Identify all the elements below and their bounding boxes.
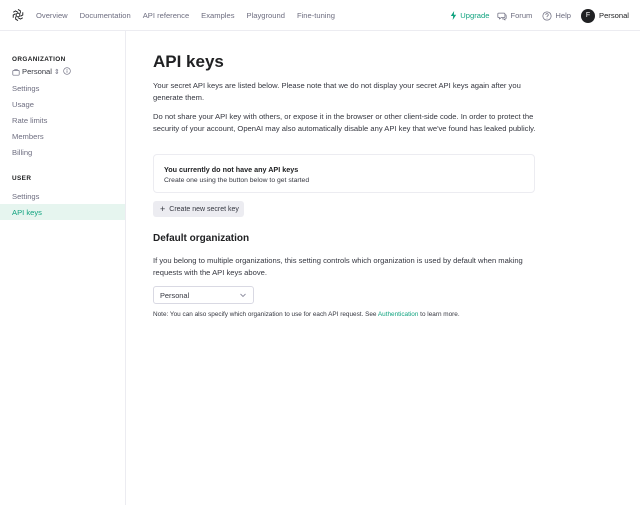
- bolt-icon: [450, 11, 457, 20]
- default-organization-value: Personal: [160, 290, 190, 300]
- sidebar-item-billing[interactable]: Billing: [12, 147, 33, 157]
- organization-selector[interactable]: [12, 67, 60, 76]
- create-secret-key-button[interactable]: [153, 201, 244, 217]
- user-heading: USER: [12, 175, 32, 182]
- chevron-down-icon: [239, 291, 247, 299]
- openai-logo-icon[interactable]: [11, 8, 25, 22]
- forum-label: Forum: [510, 11, 533, 20]
- chevron-updown-icon: ⇕: [53, 68, 60, 76]
- nav-link-api-reference[interactable]: API reference: [142, 11, 190, 20]
- create-secret-key-label: Create new secret key: [169, 205, 239, 213]
- authentication-link[interactable]: Authentication: [377, 311, 419, 318]
- empty-keys-title: You currently do not have any API keys: [164, 165, 299, 174]
- help-circle-icon: [542, 11, 552, 21]
- empty-keys-subtitle: Create one using the button below to get started: [164, 177, 310, 184]
- nav-links: [36, 0, 347, 31]
- nav-link-documentation[interactable]: Documentation: [79, 11, 131, 20]
- briefcase-icon: [12, 68, 20, 76]
- help-link[interactable]: [542, 11, 571, 21]
- authentication-note: [153, 311, 460, 318]
- organization-name: Personal: [22, 67, 52, 76]
- sidebar-item-settings[interactable]: Settings: [12, 83, 40, 93]
- upgrade-link[interactable]: [450, 11, 489, 20]
- plus-icon: +: [160, 203, 166, 214]
- sidebar-item-rate-limits[interactable]: Rate limits: [12, 115, 48, 125]
- sidebar-item-members[interactable]: Members: [12, 131, 44, 141]
- nav-link-examples[interactable]: Examples: [201, 11, 235, 20]
- nav-link-playground[interactable]: Playground: [246, 11, 285, 20]
- default-organization-title: Default organization: [153, 233, 250, 244]
- organization-heading: ORGANIZATION: [12, 56, 66, 63]
- warning-text: Do not share your API key with others, or expose it in the browser or other client-side code. In order to protect the security of your account, OpenAI may also automatically disable any API key that we've found has leaked publicly.: [153, 112, 536, 133]
- sidebar-item-api-keys[interactable]: API keys: [0, 204, 125, 220]
- note-prefix: Note: You can also specify which organization to use for each API request. See: [153, 311, 378, 318]
- nav-link-overview[interactable]: Overview: [36, 11, 68, 20]
- note-suffix: to learn more.: [418, 311, 460, 318]
- profile-name: Personal: [599, 11, 629, 20]
- forum-link[interactable]: [497, 11, 532, 21]
- empty-keys-card: [153, 154, 535, 193]
- page-title: API keys: [153, 52, 224, 71]
- help-label: Help: [555, 11, 572, 20]
- nav-right-group: [450, 0, 629, 31]
- sidebar-item-usage[interactable]: Usage: [12, 99, 34, 109]
- intro-text: Your secret API keys are listed below. Please note that we do not display your secret API keys again after you generate them.: [153, 81, 521, 102]
- sidebar-item-user-settings[interactable]: Settings: [12, 191, 40, 201]
- nav-link-fine-tuning[interactable]: Fine-tuning: [296, 11, 335, 20]
- profile-menu[interactable]: [581, 9, 629, 23]
- sidebar: [0, 31, 126, 505]
- avatar: F: [581, 9, 595, 23]
- default-organization-select[interactable]: [153, 286, 254, 304]
- top-navigation-bar: [0, 0, 640, 31]
- upgrade-label: Upgrade: [460, 11, 490, 20]
- chat-bubble-icon: [497, 11, 507, 21]
- default-organization-description: If you belong to multiple organizations, this setting controls which organization is used by default when making requests with the API keys above.: [153, 256, 523, 277]
- info-icon[interactable]: [63, 67, 71, 75]
